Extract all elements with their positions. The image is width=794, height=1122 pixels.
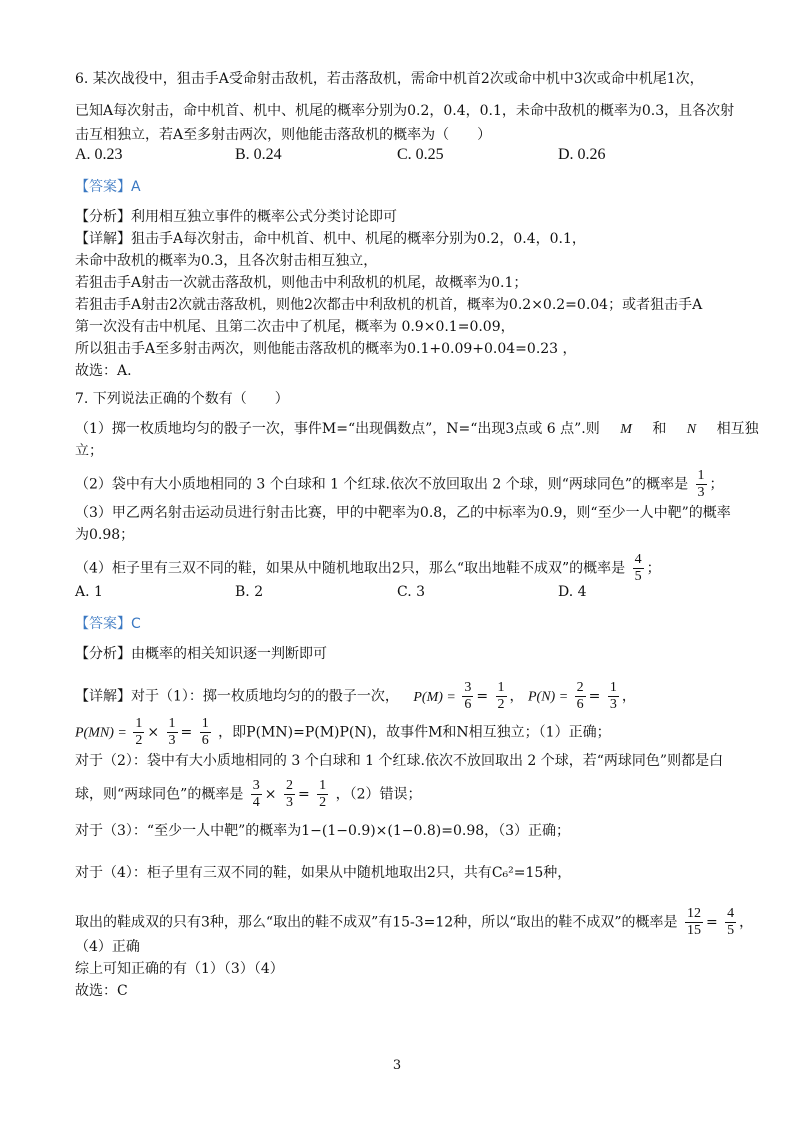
fraction-12-15: $\frac{12}{15}$ [686, 906, 701, 938]
fraction-1-3c: $\frac{1}{3}$ [168, 716, 176, 748]
q7-option-a: A. 1 [75, 584, 103, 600]
q7-detail-1b: P(MN) = $\frac{1}{2}$ × $\frac{1}{3}$ = $\frac{1}{6}$ ，即P(MN)=P(M)P(N)，故事件M和N相互独立；（1）正确； [75, 716, 611, 748]
fraction-1-3: $\frac{1}{3}$ [697, 468, 705, 500]
q7-statement-2-text: （2）袋中有大小质地相同的 3 个白球和 1 个红球.依次不放回取出 2 个球，则“两球同色”的概率是 [75, 476, 689, 493]
q7-detail-2c-text: ，（2）错误； [335, 786, 422, 803]
q6-detail-5: 第一次没有击中机尾、且第二次击中了机尾，概率为 0.9×0.1=0.09， [75, 319, 515, 335]
q6-option-b: B. 0.24 [235, 146, 282, 163]
q7-statement-2: （2）袋中有大小质地相同的 3 个白球和 1 个红球.依次不放回取出 2 个球，则“两球同色”的概率是 $\frac{1}{3}$ ； [75, 468, 724, 500]
event-n-symbol: N [686, 422, 697, 437]
fraction-1-2c: $\frac{1}{2}$ [319, 778, 327, 810]
q7-detail-2b-text: 球，则“两球同色”的概率是 [75, 786, 244, 803]
q6-detail-2: 未命中敌机的概率为0.3，且各次射击相互独立， [75, 253, 378, 269]
pmn-expr: P(MN) = [75, 725, 131, 741]
q7-detail-1b-text: ，即P(MN)=P(M)P(N)，故事件M和N相互独立；（1）正确； [218, 724, 611, 741]
q7-detail-1: 【详解】对于（1）：掷一枚质地均匀的的骰子一次， P(M) = $\frac{3}{6}$ = $\frac{1}{2}$ ， P(N) = $\frac{2}{6}$ = $\frac{1}{3}$ ， [75, 680, 636, 712]
q7-answer: 【答案】C [75, 616, 141, 632]
q6-analysis: 【分析】利用相互独立事件的概率公式分类讨论即可 [75, 209, 397, 225]
q7-statement-1-text: （1）掷一枚质地均匀的骰子一次，事件M=“出现偶数点”，N=“出现3点或 6 点”.则 [75, 421, 600, 437]
page-number: 3 [392, 1058, 402, 1073]
q7-detail-4: 对于（4）：柜子里有三双不同的鞋，如果从中随机地取出2只，共有C₆²=15种， [75, 865, 572, 881]
q7-detail-2a: 对于（2）：袋中有大小质地相同的 3 个白球和 1 个红球.依次不放回取出 2 个球，若“两球同色”则都是白 [75, 753, 724, 769]
q6-stem-line2: 已知A每次射击，命中机首、机中、机尾的概率分别为0.2，0.4，0.1，未命中敌机的概率为0.3，且各次射 [75, 103, 735, 119]
fraction-2-3: $\frac{2}{3}$ [285, 778, 293, 810]
mutual-indep-word: 相互独 [716, 421, 759, 437]
q7-stem: 7. 下列说法正确的个数有（ ） [75, 391, 289, 407]
q7-option-d: D. 4 [558, 584, 587, 600]
q7-option-c: C. 3 [397, 584, 426, 600]
q6-stem-line1: 6. 某次战役中，狙击手A受命射击敌机，若击落敌机，需命中机首2次或命中机中3次或命中机尾1次， [75, 71, 704, 87]
fraction-4-5b: $\frac{4}{5}$ [727, 906, 735, 938]
event-m-symbol: M [620, 422, 632, 437]
q7-analysis: 【分析】由概率的相关知识逐一判断即可 [75, 646, 327, 662]
q7-detail-3: 对于（3）：“至少一人中靶”的概率为1−(1−0.9)×(1−0.8)=0.98，（3）正确； [75, 823, 571, 839]
q7-statement-4: （4）柜子里有三双不同的鞋，如果从中随机地取出2只，那么“取出地鞋不成双”的概率是 $\frac{4}{5}$ ； [75, 552, 661, 584]
pn-expr: P(N) = [528, 689, 572, 705]
q6-detail-1: 【详解】狙击手A每次射击，命中机首、机中、机尾的概率分别为0.2，0.4，0.1， [75, 231, 586, 247]
q7-statement-4-text: （4）柜子里有三双不同的鞋，如果从中随机地取出2只，那么“取出地鞋不成双”的概率是 [75, 560, 626, 577]
q6-option-d: D. 0.26 [558, 146, 606, 163]
q7-option-b: B. 2 [235, 584, 264, 600]
q6-detail-6: 所以狙击手A至多射击两次，则他能击落敌机的概率为0.1+0.09+0.04=0.23 ， [75, 341, 577, 357]
fraction-2-6: $\frac{2}{6}$ [576, 680, 584, 712]
q7-detail-1-text: 【详解】对于（1）：掷一枚质地均匀的的骰子一次， [75, 688, 399, 705]
q6-answer: 【答案】A [75, 179, 141, 195]
fraction-4-5: $\frac{4}{5}$ [634, 552, 642, 584]
q6-detail-7: 故选：A. [75, 363, 132, 379]
q7-detail-7: 综上可知正确的有（1）（3）（4） [75, 961, 284, 977]
q7-statement-3a: （3）甲乙两名射击运动员进行射击比赛，甲的中靶率为0.8，乙的中标率为0.9，则“至少一人中靶”的概率 [75, 505, 731, 521]
fraction-3-4: $\frac{3}{4}$ [252, 778, 260, 810]
q6-option-c: C. 0.25 [397, 146, 444, 163]
q7-statement-3b: 为0.98； [75, 527, 135, 543]
q7-detail-6: （4）正确 [75, 939, 140, 955]
q6-detail-4: 若狙击手A射击2次就击落敌机，则他2次都击中利敌机的机首，概率为0.2×0.2=0.04；或者狙击手A [75, 297, 703, 313]
q7-detail-8: 故选：C [75, 983, 128, 999]
fraction-1-3b: $\frac{1}{3}$ [609, 680, 617, 712]
q6-detail-3: 若狙击手A射击一次就击落敌机，则他击中利敌机的机尾，故概率为0.1； [75, 275, 528, 291]
q7-statement-1a [75, 420, 759, 439]
q7-detail-5: 取出的鞋成双的只有3种，那么“取出的鞋不成双”有15-3=12种，所以“取出的鞋不成双”的概率是 $\frac{12}{15}$ = $\frac{4}{5}$ ， [75, 906, 754, 938]
q6-option-a: A. 0.23 [75, 146, 123, 163]
q7-detail-5-text: 取出的鞋成双的只有3种，那么“取出的鞋不成双”有15-3=12种，所以“取出的鞋不成双”的概率是 [75, 914, 678, 931]
fraction-1-2b: $\frac{1}{2}$ [135, 716, 143, 748]
fraction-1-2: $\frac{1}{2}$ [497, 680, 505, 712]
and-word: 和 [652, 421, 667, 437]
pm-expr: P(M) = [413, 689, 460, 705]
q7-detail-2b: 球，则“两球同色”的概率是 $\frac{3}{4}$ × $\frac{2}{3}$ = $\frac{1}{2}$ ，（2）错误； [75, 778, 422, 810]
q6-stem-line3: 击互相独立，若A至多射击两次，则他能击落敌机的概率为（ ） [75, 127, 492, 143]
fraction-1-6: $\frac{1}{6}$ [201, 716, 209, 748]
q7-statement-1b: 立； [75, 443, 103, 459]
fraction-3-6: $\frac{3}{6}$ [464, 680, 472, 712]
